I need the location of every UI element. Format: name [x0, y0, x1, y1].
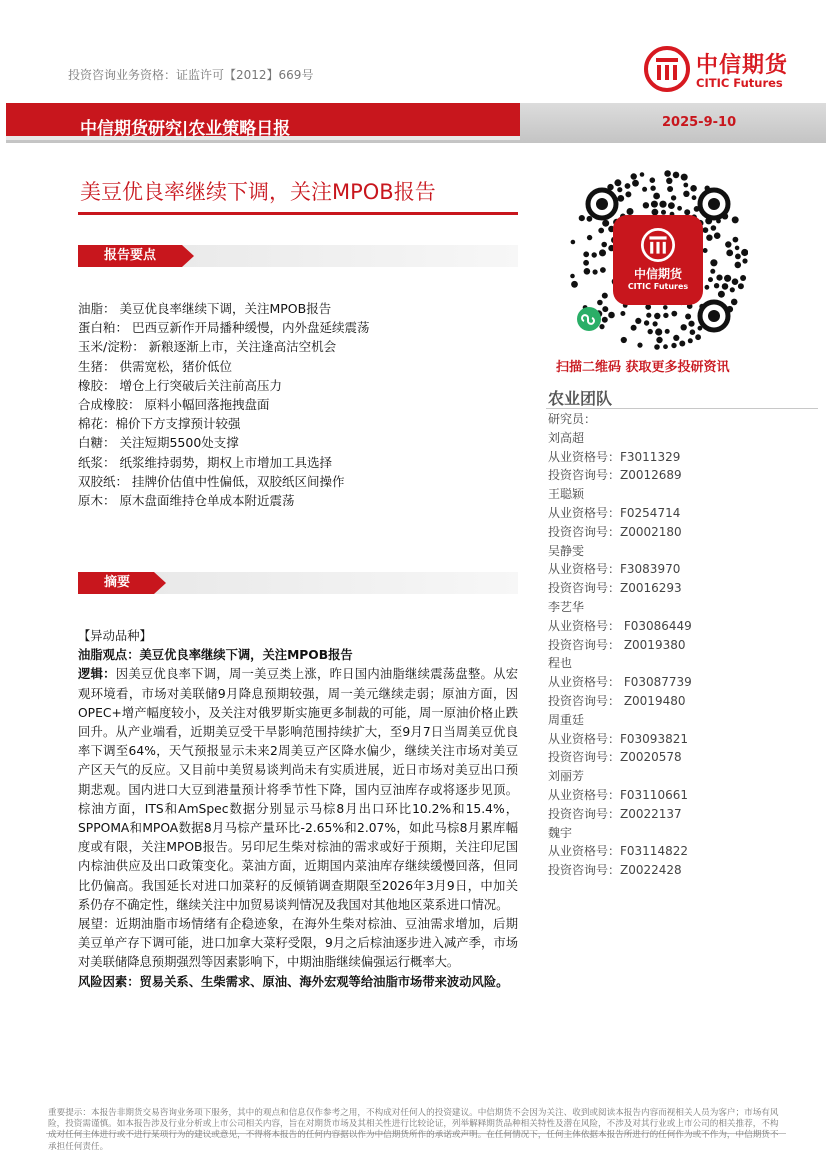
qr-dot: [724, 275, 731, 282]
qr-dot: [651, 201, 658, 208]
key-point-item: 纸浆： 纸浆维持弱势，期权上市增加工具选择: [78, 454, 332, 470]
qr-dot: [671, 195, 676, 200]
logic-label: 逻辑：: [78, 667, 116, 682]
qr-dot: [664, 170, 671, 177]
qr-dot: [631, 325, 637, 331]
team-list: [548, 410, 818, 880]
team-line: 程也: [548, 656, 573, 671]
team-divider: [546, 408, 818, 409]
summary-label: 摘要: [78, 572, 154, 594]
citic-logo-icon: [640, 227, 676, 263]
qr-dot: [741, 249, 748, 256]
team-line: 投资咨询号：Z0022137: [548, 806, 682, 821]
qr-dot: [642, 187, 647, 192]
team-line: 从业资格号：F3083970: [548, 562, 681, 577]
team-line: 从业资格号： F03087739: [548, 675, 692, 690]
qr-dot: [653, 321, 658, 326]
qr-dot: [663, 344, 668, 349]
qr-dot: [738, 283, 744, 289]
qr-dot: [599, 249, 606, 256]
qr-dot: [663, 305, 668, 310]
qr-dot: [731, 299, 738, 306]
qr-dot: [732, 216, 739, 223]
risk-text: 贸易关系、生柴需求、原油、海外宏观等给油脂市场带来波动风险。: [139, 974, 509, 989]
qr-dot: [666, 178, 672, 184]
page-title: 美豆优良率继续下调，关注MPOB报告: [80, 180, 436, 204]
qr-dot: [608, 312, 615, 319]
qr-dot: [627, 208, 634, 215]
qr-dot: [579, 215, 585, 221]
report-series-title: 中信期货研究|农业策略日报: [80, 119, 291, 139]
key-points-header: [78, 245, 518, 267]
qr-dot: [714, 232, 721, 239]
summary-tag: 【异动品种】: [78, 629, 152, 643]
qr-dot: [681, 324, 687, 330]
qr-dot: [655, 328, 662, 335]
team-line: 从业资格号：F03110661: [548, 787, 688, 802]
qr-dot: [730, 287, 735, 292]
qr-dot: [714, 283, 719, 288]
qr-dot: [632, 180, 639, 187]
qr-dot: [659, 201, 666, 208]
risk-paragraph: [78, 973, 518, 992]
view-line: [78, 646, 518, 665]
qr-code[interactable]: [568, 170, 748, 350]
qr-dot: [602, 317, 608, 323]
qr-dot: [602, 306, 608, 312]
qr-dot: [648, 329, 653, 334]
team-line: 从业资格号：F03114822: [548, 844, 688, 859]
qr-finder-center: [708, 198, 720, 210]
qr-dot: [583, 260, 589, 266]
qr-dot: [735, 246, 740, 251]
qr-dot: [671, 343, 676, 348]
view-label: 油脂观点：: [78, 648, 140, 663]
qr-dot: [710, 259, 717, 266]
team-line: 周重廷: [548, 712, 585, 727]
qr-dot: [710, 269, 715, 274]
qr-dot: [688, 338, 693, 343]
disclaimer-text: 重要提示：本报告非期货交易咨询业务项下服务，其中的观点和信息仅作参考之用，不构成对任何人的投资建议。中信期货不会因为关注、收到或阅读本报告内容而视相关人员为客户；市场有风险，投资需谨慎。如本报告涉及行业分析或上市公司相关内容，旨在对期货市场及其相关性进行比较论证，列举解释期货品种相关特性及潜在风险，不涉及对其行业或上市公司的相关推荐，不构成对任何主体进行或不进行某项行为的建议或意见，不得将本报告的任何内容据以作为中信期货所作的承诺或声明。在任何情况下，任何主体依据本报告所进行的任何作为或不作为，中信期货不承担任何责任。: [48, 1108, 779, 1152]
logic-paragraph: [78, 665, 518, 915]
qr-dot: [592, 252, 597, 257]
risk-label: 风险因素：: [78, 974, 140, 989]
logo-chinese-name: 中信期货: [696, 53, 789, 78]
key-point-item: 合成橡胶： 原料小幅回落拖拽盘面: [78, 396, 270, 412]
qr-dot: [718, 291, 725, 298]
qr-dot: [617, 195, 624, 202]
summary-header: [78, 572, 518, 594]
qr-dot: [587, 216, 593, 222]
team-line: 从业资格号：F03093821: [548, 731, 688, 746]
qr-dot: [688, 321, 694, 327]
qr-dot: [673, 172, 680, 179]
qr-dot: [584, 268, 591, 275]
qr-dot: [681, 174, 688, 181]
qr-dot: [683, 191, 689, 197]
team-line: 投资咨询号： Z0019380: [548, 637, 686, 652]
qr-dot: [708, 277, 713, 282]
qr-center-logo: [613, 215, 703, 305]
key-points-list: [78, 299, 518, 510]
qr-center-chinese-name: 中信期货: [633, 267, 682, 281]
qr-dot: [637, 343, 642, 348]
qr-dot: [726, 250, 733, 257]
view-text: 美豆优良率继续下调，关注MPOB报告: [139, 648, 353, 663]
qr-dot: [711, 225, 717, 231]
qr-dot: [602, 220, 609, 227]
qr-dot: [735, 262, 742, 269]
qr-dot: [695, 334, 701, 340]
qr-dot: [703, 227, 709, 233]
qr-dot: [600, 267, 606, 273]
qr-dot: [643, 202, 649, 208]
wechat-miniprogram-icon: [576, 306, 602, 332]
team-line: 从业资格号：F3011329: [548, 449, 681, 464]
key-point-item: 玉米/淀粉： 新粮逐渐上市，关注逢高沽空机会: [78, 339, 337, 355]
team-line: 投资咨询号：Z0022428: [548, 863, 682, 878]
key-point-item: 棉花：棉价下方支撑预计较强: [78, 416, 241, 432]
qr-dot: [690, 185, 697, 192]
qr-dot: [671, 311, 677, 317]
qr-dot: [593, 269, 598, 274]
qr-dot: [679, 341, 685, 347]
qr-dot: [631, 173, 637, 179]
qr-dot: [740, 275, 746, 281]
qr-dot: [732, 278, 739, 285]
team-line: 刘高超: [548, 430, 585, 445]
qr-dot: [703, 248, 708, 253]
team-line: 刘丽芳: [548, 769, 585, 784]
qr-dot: [733, 237, 739, 243]
team-line: 投资咨询号：Z0012689: [548, 468, 682, 483]
qr-dot: [690, 329, 696, 335]
qr-dot: [685, 314, 691, 320]
team-line: 投资咨询号：Z0020578: [548, 750, 682, 765]
qr-dot: [601, 242, 607, 248]
scan-qr-prompt: 扫描二维码 获取更多投研资讯: [556, 360, 730, 375]
qr-dot: [571, 281, 578, 288]
team-line: 从业资格号：F0254714: [548, 505, 681, 520]
qr-dot: [673, 335, 679, 341]
team-line: 吴静雯: [548, 543, 585, 558]
qr-dot: [692, 195, 697, 200]
qr-dot: [571, 240, 576, 245]
qr-dot: [617, 187, 622, 192]
citic-logo: [644, 46, 804, 94]
qr-dot: [716, 275, 722, 281]
key-points-label: 报告要点: [78, 245, 182, 267]
qr-finder-center: [708, 310, 720, 322]
team-line: 王聪颖: [548, 487, 585, 502]
qr-dot: [722, 283, 729, 290]
qr-dot: [665, 329, 670, 334]
team-line: 从业资格号： F03086449: [548, 618, 692, 633]
team-title: 农业团队: [548, 389, 613, 408]
team-line: 投资咨询号： Z0019480: [548, 693, 686, 708]
outlook-text: 近期油脂市场情绪有企稳迹象，在海外生柴对棕油、豆油需求增加，后期美豆单产存下调可能，进口加拿大菜籽受限，9月之后棕油逐步进入减产季，市场对美联储降息预期强烈等因素影响下，中期油脂继续偏强运行概率大。: [78, 917, 518, 970]
qr-dot: [677, 206, 682, 211]
summary-body: [78, 627, 518, 992]
qr-dot: [735, 254, 741, 260]
qr-dot: [667, 186, 673, 192]
key-point-item: 生猪： 供需宽松，猪价低位: [78, 358, 232, 374]
key-point-item: 双胶纸： 挂牌价估值中性偏低，双胶纸区间操作: [78, 473, 345, 489]
qr-dot: [650, 177, 656, 183]
qr-dot: [706, 235, 712, 241]
qr-dot: [598, 228, 604, 234]
license-text: 投资咨询业务资格：证监许可【2012】669号: [68, 68, 314, 82]
key-point-item: 蛋白粕： 巴西豆新作开局播种缓慢，内外盘延续震荡: [78, 320, 370, 336]
team-line: 投资咨询号：Z0002180: [548, 524, 682, 539]
qr-dot: [644, 320, 649, 325]
qr-dot: [570, 274, 575, 279]
key-point-item: 油脂： 美豆优良率继续下调，关注MPOB报告: [78, 301, 332, 316]
key-point-item: 白糖： 关注短期5500处支撑: [78, 435, 239, 451]
team-line: 研究员：: [548, 412, 597, 426]
qr-dot: [646, 313, 651, 318]
qr-dot: [654, 313, 660, 319]
qr-dot: [625, 183, 631, 189]
report-date: 2025-9-10: [662, 115, 737, 130]
title-divider: [78, 212, 518, 215]
qr-dot: [725, 241, 731, 247]
qr-dot: [621, 337, 627, 343]
qr-dot: [683, 183, 688, 188]
qr-dot: [705, 285, 710, 290]
qr-dot: [668, 202, 675, 209]
qr-dot: [653, 193, 660, 200]
key-point-item: 橡胶： 增仓上行突破后关注前高压力: [78, 377, 282, 393]
team-line: 投资咨询号：Z0016293: [548, 581, 682, 596]
qr-dot: [650, 186, 655, 191]
qr-dot: [663, 313, 668, 318]
key-point-item: 原木： 原木盘面维持仓单成本附近震荡: [78, 492, 295, 508]
qr-dot: [597, 300, 603, 306]
team-line: 李艺华: [548, 599, 585, 614]
qr-center-english-name: CITIC Futures: [627, 282, 689, 291]
qr-dot: [742, 258, 747, 263]
qr-dot: [640, 172, 645, 177]
logo-english-name: CITIC Futures: [696, 76, 783, 90]
qr-dot: [654, 344, 660, 350]
qr-dot: [625, 191, 631, 197]
qr-finder-center: [596, 198, 608, 210]
logic-text: 因美豆优良率下调，周一美豆类上涨，昨日国内油脂继续震荡盘整。从宏观环境看，市场对美联储9月降息预期较强，周一美元继续走弱；原油方面，因OPEC+增产幅度较小，及关注对俄罗斯实施更多制裁的可能，周一原油价格止跌回升。从产业端看，近期美豆受干旱影响范围持续扩大，至9月7日当周美豆优良率下调至64%，天气预报显示未来2周美豆产区降水偏少，继续关注市场对美豆产区天气的反应。又目前中美贸易谈判尚未有实质进展，近日市场对美豆出口预期悲观。国内进口大豆到港量预计将季节性下降，国内豆油库存或将逐步见顶。棕油方面，ITS和AmSpec数据分别显示马棕8月出口环比10.2%和15.4%，SPPOMA和MPOA数据8月马棕产量环比-2.65%和2.07%，如此马棕8月累库幅度或有限，关注MPOB报告。另印尼生柴对棕油的需求或好于预期，关注印尼国内棕油供应及出口政策变化。菜油方面，近期国内菜油库存继续缓慢回落，但同比仍偏高。我国延长对进口加菜籽的反倾销调查期限至2026年3月9日，中加关系仍存不确定性，继续关注中加贸易谈判情况及我国对其他地区菜系进口情况。: [78, 667, 518, 912]
qr-dot: [583, 251, 589, 257]
qr-dot: [656, 337, 662, 343]
qr-dot: [602, 293, 608, 299]
citic-logo-icon: [644, 46, 690, 92]
qr-dot: [587, 235, 592, 240]
qr-dot: [635, 318, 641, 324]
qr-dot: [614, 179, 621, 186]
qr-dot: [620, 311, 625, 316]
team-line: 魏宇: [548, 825, 573, 840]
outlook-paragraph: [78, 915, 518, 973]
outlook-label: 展望：: [78, 917, 116, 932]
